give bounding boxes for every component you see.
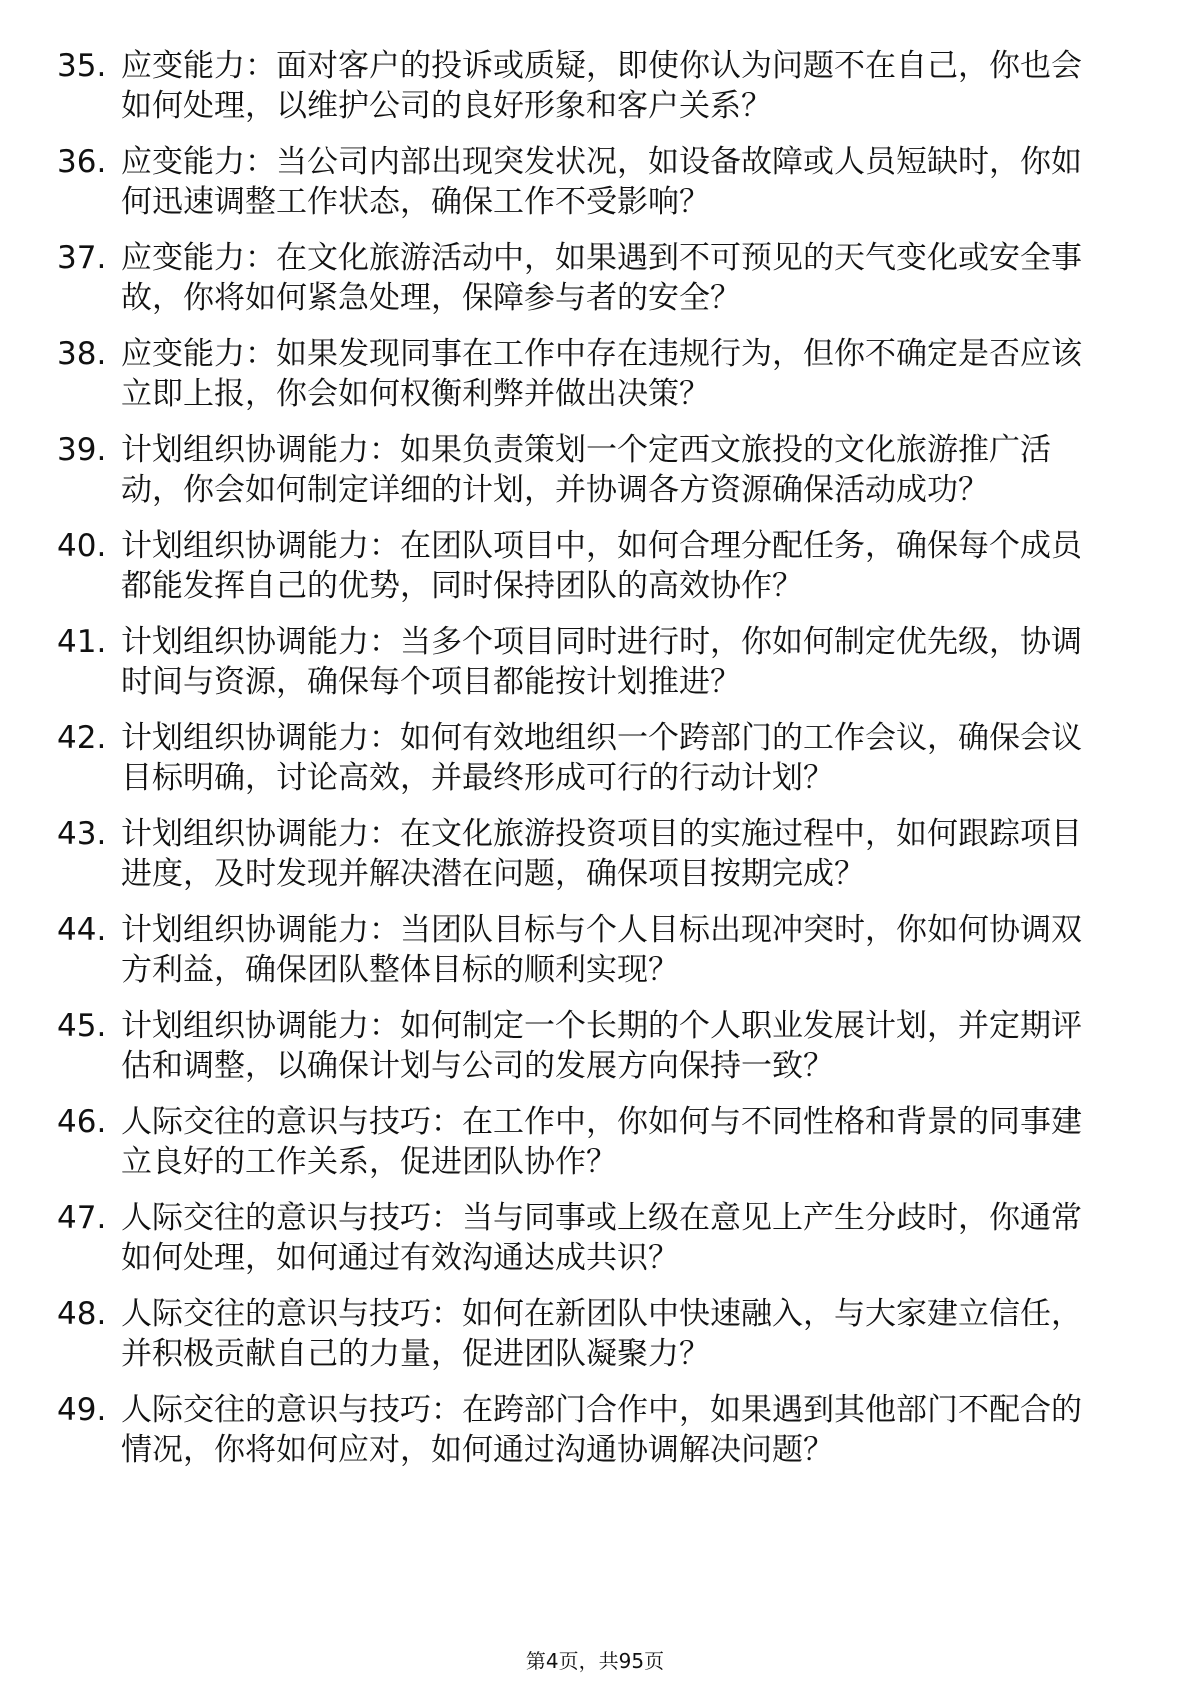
question-item: [57, 1294, 1107, 1374]
question-item: [57, 1198, 1107, 1278]
question-text: 应变能力：面对客户的投诉或质疑，即使你认为问题不在自己，你也会如何处理，以维护公司的良好形象和客户关系？: [121, 48, 1082, 124]
question-text: 人际交往的意识与技巧：当与同事或上级在意见上产生分歧时，你通常如何处理，如何通过有效沟通达成共识？: [121, 1200, 1082, 1276]
question-text: 应变能力：在文化旅游活动中，如果遇到不可预见的天气变化或安全事故，你将如何紧急处理，保障参与者的安全？: [121, 240, 1082, 316]
question-number: 37.: [57, 240, 107, 276]
question-number: 49.: [57, 1392, 107, 1428]
question-text: 计划组织协调能力：在文化旅游投资项目的实施过程中，如何跟踪项目进度，及时发现并解决潜在问题，确保项目按期完成？: [121, 816, 1082, 892]
question-item: [57, 1390, 1107, 1470]
question-number: 40.: [57, 528, 107, 564]
question-number: 45.: [57, 1008, 107, 1044]
question-text: 人际交往的意识与技巧：在工作中，你如何与不同性格和背景的同事建立良好的工作关系，促进团队协作？: [121, 1104, 1082, 1180]
question-item: [57, 142, 1107, 222]
question-text: 计划组织协调能力：如何制定一个长期的个人职业发展计划，并定期评估和调整，以确保计划与公司的发展方向保持一致？: [121, 1008, 1082, 1084]
question-item: [57, 238, 1107, 318]
question-item: [57, 814, 1107, 894]
question-number: 46.: [57, 1104, 107, 1140]
question-text: 应变能力：如果发现同事在工作中存在违规行为，但你不确定是否应该立即上报，你会如何权衡利弊并做出决策？: [121, 336, 1082, 412]
question-item: [57, 910, 1107, 990]
question-item: [57, 46, 1107, 126]
question-number: 39.: [57, 432, 107, 468]
question-item: [57, 622, 1107, 702]
question-number: 48.: [57, 1296, 107, 1332]
question-number: 41.: [57, 624, 107, 660]
question-text: 人际交往的意识与技巧：在跨部门合作中，如果遇到其他部门不配合的情况，你将如何应对，如何通过沟通协调解决问题？: [121, 1392, 1082, 1468]
question-text: 计划组织协调能力：如何有效地组织一个跨部门的工作会议，确保会议目标明确，讨论高效，并最终形成可行的行动计划？: [121, 720, 1082, 796]
question-text: 计划组织协调能力：如果负责策划一个定西文旅投的文化旅游推广活动，你会如何制定详细的计划，并协调各方资源确保活动成功？: [121, 432, 1051, 508]
question-item: [57, 334, 1107, 414]
question-number: 42.: [57, 720, 107, 756]
question-item: [57, 526, 1107, 606]
question-number: 43.: [57, 816, 107, 852]
question-list: [57, 46, 1107, 1486]
question-text: 人际交往的意识与技巧：如何在新团队中快速融入，与大家建立信任，并积极贡献自己的力量，促进团队凝聚力？: [121, 1296, 1082, 1372]
question-item: [57, 718, 1107, 798]
question-item: [57, 1006, 1107, 1086]
page-footer: 第4页，共95页: [525, 1649, 665, 1673]
question-item: [57, 430, 1107, 510]
question-number: 35.: [57, 48, 107, 84]
question-number: 47.: [57, 1200, 107, 1236]
question-number: 38.: [57, 336, 107, 372]
question-item: [57, 1102, 1107, 1182]
question-text: 应变能力：当公司内部出现突发状况，如设备故障或人员短缺时，你如何迅速调整工作状态，确保工作不受影响？: [121, 144, 1082, 220]
question-number: 36.: [57, 144, 107, 180]
question-number: 44.: [57, 912, 107, 948]
question-text: 计划组织协调能力：当团队目标与个人目标出现冲突时，你如何协调双方利益，确保团队整体目标的顺利实现？: [121, 912, 1082, 988]
question-text: 计划组织协调能力：当多个项目同时进行时，你如何制定优先级，协调时间与资源，确保每个项目都能按计划推进？: [121, 624, 1082, 700]
question-text: 计划组织协调能力：在团队项目中，如何合理分配任务，确保每个成员都能发挥自己的优势，同时保持团队的高效协作？: [121, 528, 1082, 604]
